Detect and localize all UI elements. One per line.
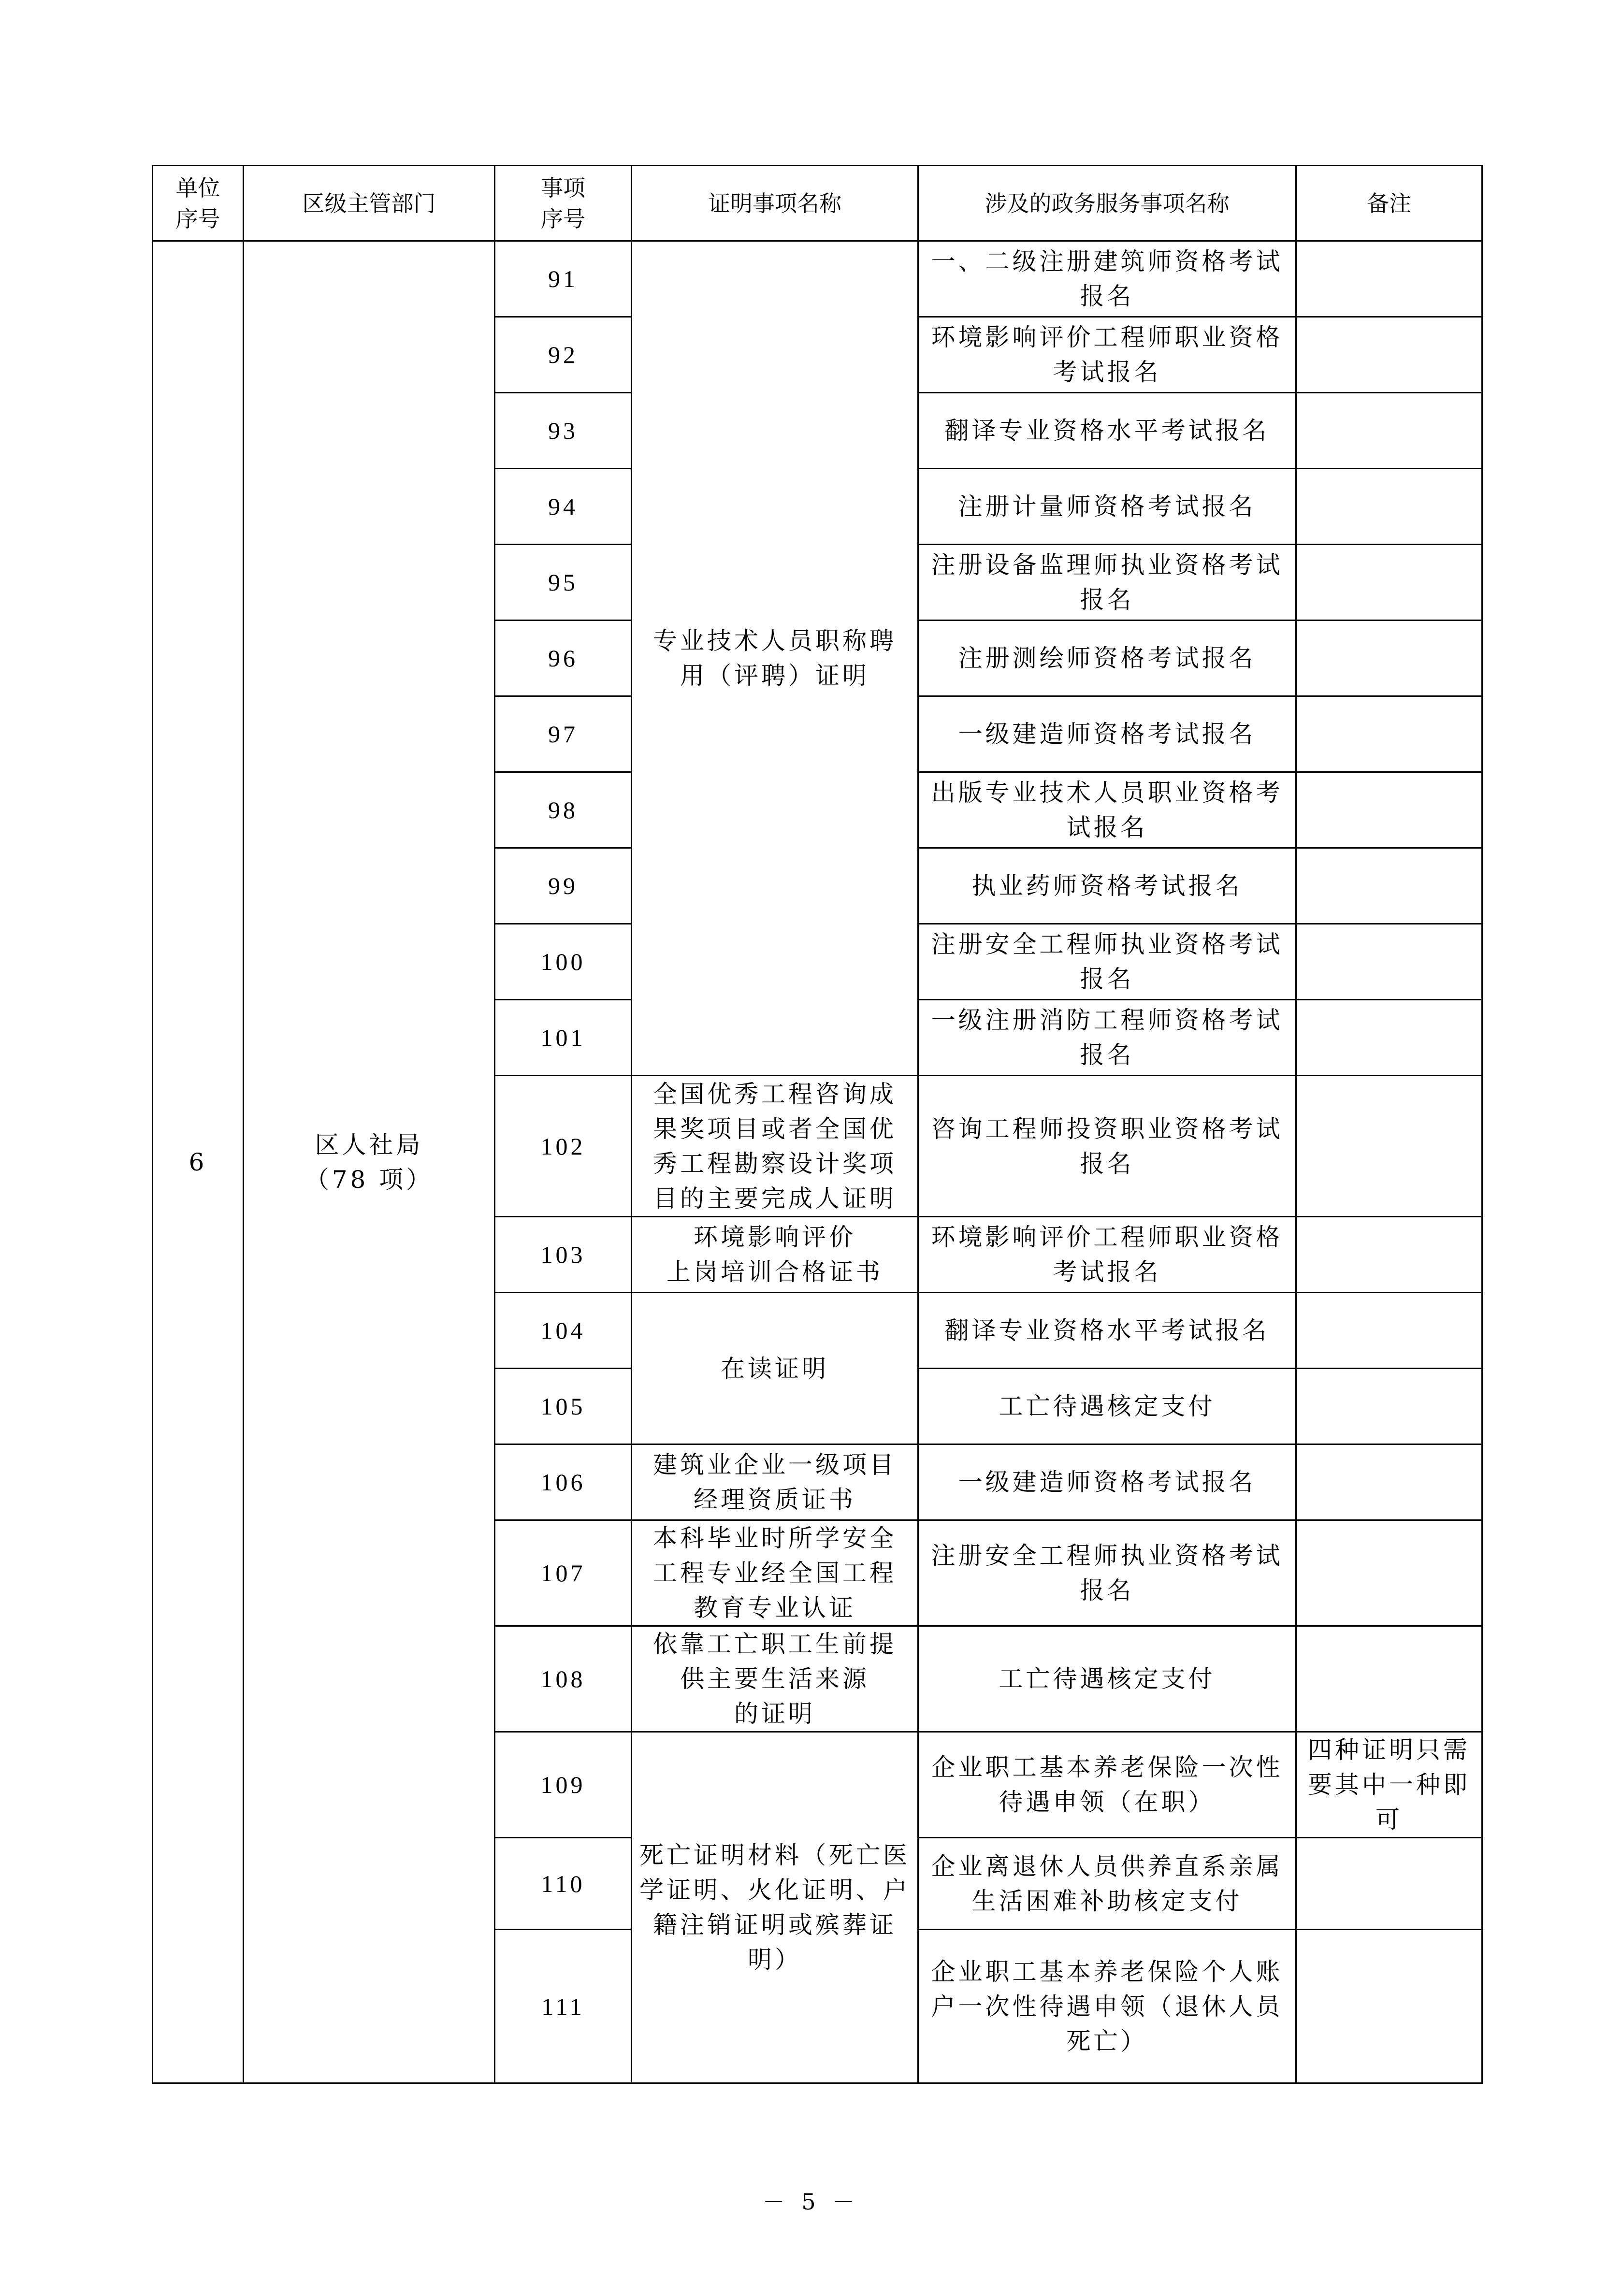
header-department: 区级主管部门: [244, 166, 495, 241]
item-no-cell: 103: [495, 1217, 632, 1293]
service-name-cell: 注册设备监理师执业资格考试 报名: [918, 545, 1296, 621]
header-item-no: 事项 序号: [495, 166, 632, 241]
remark-cell: [1296, 924, 1482, 1000]
item-no-cell: 104: [495, 1293, 632, 1369]
remark-cell: [1296, 241, 1482, 317]
item-no-cell: 99: [495, 848, 632, 924]
item-no-cell: 101: [495, 1000, 632, 1076]
service-name-cell: 注册安全工程师执业资格考试 报名: [918, 924, 1296, 1000]
service-name-cell: 工亡待遇核定支付: [918, 1626, 1296, 1732]
item-no-cell: 105: [495, 1369, 632, 1444]
remark-cell: [1296, 1838, 1482, 1930]
item-no-cell: 96: [495, 621, 632, 696]
item-no-cell: 91: [495, 241, 632, 317]
item-no-cell: 106: [495, 1444, 632, 1520]
cert-name-cell: 依靠工亡职工生前提 供主要生活来源 的证明: [632, 1626, 918, 1732]
remark-cell: [1296, 848, 1482, 924]
service-name-cell: 一级建造师资格考试报名: [918, 1444, 1296, 1520]
service-name-cell: 企业职工基本养老保险个人账 户一次性待遇申领（退休人员 死亡）: [918, 1930, 1296, 2083]
service-name-cell: 出版专业技术人员职业资格考 试报名: [918, 772, 1296, 848]
item-no-cell: 100: [495, 924, 632, 1000]
item-no-cell: 98: [495, 772, 632, 848]
remark-cell: [1296, 1626, 1482, 1732]
item-no-cell: 108: [495, 1626, 632, 1732]
header-unit-no: 单位 序号: [153, 166, 244, 241]
remark-cell: [1296, 545, 1482, 621]
remark-cell: [1296, 1930, 1482, 2083]
remark-cell: [1296, 1293, 1482, 1369]
service-name-cell: 企业离退休人员供养直系亲属 生活困难补助核定支付: [918, 1838, 1296, 1930]
cert-name-cell: 建筑业企业一级项目 经理资质证书: [632, 1444, 918, 1520]
remark-cell: [1296, 393, 1482, 469]
item-no-cell: 94: [495, 469, 632, 545]
service-name-cell: 执业药师资格考试报名: [918, 848, 1296, 924]
service-name-cell: 一、二级注册建筑师资格考试 报名: [918, 241, 1296, 317]
remark-cell: [1296, 1000, 1482, 1076]
remark-cell: [1296, 469, 1482, 545]
item-no-cell: 109: [495, 1732, 632, 1838]
service-name-cell: 注册安全工程师执业资格考试 报名: [918, 1520, 1296, 1626]
service-name-cell: 工亡待遇核定支付: [918, 1369, 1296, 1444]
service-name-cell: 注册测绘师资格考试报名: [918, 621, 1296, 696]
item-no-cell: 107: [495, 1520, 632, 1626]
remark-cell: [1296, 317, 1482, 393]
page-number: － 5 －: [762, 2189, 860, 2215]
cert-name-cell: 在读证明: [632, 1293, 918, 1444]
remark-cell: [1296, 696, 1482, 772]
remark-cell: 四种证明只需 要其中一种即 可: [1296, 1732, 1482, 1838]
header-service-name: 涉及的政务服务事项名称: [918, 166, 1296, 241]
remark-cell: [1296, 1369, 1482, 1444]
service-name-cell: 企业职工基本养老保险一次性 待遇申领（在职）: [918, 1732, 1296, 1838]
item-no-cell: 93: [495, 393, 632, 469]
item-no-cell: 111: [495, 1930, 632, 2083]
remark-cell: [1296, 772, 1482, 848]
department-cell: 区人社局 （78 项）: [244, 241, 495, 2083]
service-name-cell: 环境影响评价工程师职业资格 考试报名: [918, 1217, 1296, 1293]
item-no-cell: 110: [495, 1838, 632, 1930]
service-name-cell: 咨询工程师投资职业资格考试 报名: [918, 1076, 1296, 1217]
unit-no-cell: 6: [153, 241, 244, 2083]
cert-name-cell: 全国优秀工程咨询成 果奖项目或者全国优 秀工程勘察设计奖项 目的主要完成人证明: [632, 1076, 918, 1217]
service-name-cell: 一级注册消防工程师资格考试 报名: [918, 1000, 1296, 1076]
service-name-cell: 一级建造师资格考试报名: [918, 696, 1296, 772]
cert-name-cell: 死亡证明材料（死亡医 学证明、火化证明、户 籍注销证明或殡葬证 明）: [632, 1732, 918, 2083]
remark-cell: [1296, 1520, 1482, 1626]
item-no-cell: 97: [495, 696, 632, 772]
table-header-row: [153, 166, 1482, 241]
item-no-cell: 102: [495, 1076, 632, 1217]
remark-cell: [1296, 1444, 1482, 1520]
item-no-cell: 92: [495, 317, 632, 393]
service-name-cell: 环境影响评价工程师职业资格 考试报名: [918, 317, 1296, 393]
cert-name-cell: 环境影响评价 上岗培训合格证书: [632, 1217, 918, 1293]
service-name-cell: 翻译专业资格水平考试报名: [918, 393, 1296, 469]
remark-cell: [1296, 1217, 1482, 1293]
cert-name-cell: 专业技术人员职称聘 用（评聘）证明: [632, 241, 918, 1076]
remark-cell: [1296, 1076, 1482, 1217]
header-cert-name: 证明事项名称: [632, 166, 918, 241]
remark-cell: [1296, 621, 1482, 696]
service-name-cell: 翻译专业资格水平考试报名: [918, 1293, 1296, 1369]
header-remarks: 备注: [1296, 166, 1482, 241]
cert-name-cell: 本科毕业时所学安全 工程专业经全国工程 教育专业认证: [632, 1520, 918, 1626]
item-no-cell: 95: [495, 545, 632, 621]
certification-items-table: [152, 165, 1483, 2084]
service-name-cell: 注册计量师资格考试报名: [918, 469, 1296, 545]
table-row: [153, 241, 1482, 317]
